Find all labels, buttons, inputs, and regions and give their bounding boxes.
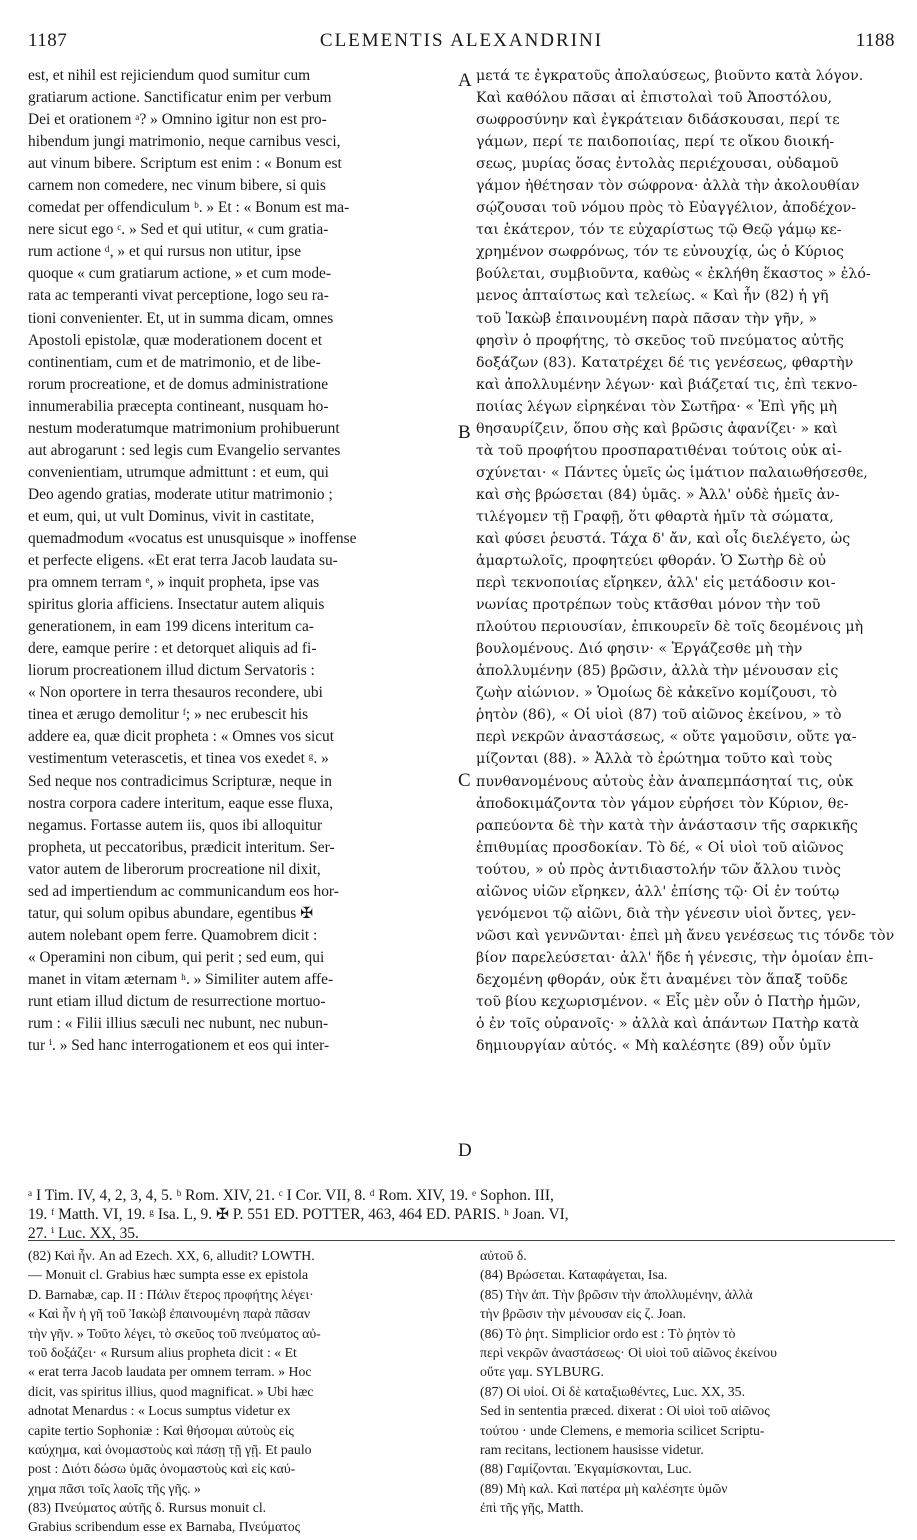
latin-text-line: est, et nihil est rejiciendum quod sumitur cum — [28, 67, 311, 84]
latin-text-line: rum : « Filii illius sæculi nec nubunt, nec nubun- — [28, 1015, 329, 1033]
latin-text-line: aut abrogarunt : sed legis cum Evangelio servantes — [28, 441, 341, 459]
latin-text-line: innumerabilia præcepta contineant, nusquam ho- — [28, 397, 329, 415]
latin-text-line: negamus. Fortasse autem iis, quos ibi alloquitur — [28, 816, 323, 834]
footnote-line: (88) Γαμίζονται. Ἐκγαμίσκονται, Luc. — [480, 1461, 692, 1477]
latin-text-line: rata ac temperanti vivat perceptione, logo seu ra- — [28, 287, 329, 305]
greek-text-line: σχύνεται· « Πάντες ὑμεῖς ὡς ἱμάτιον παλαιωθήσεσθε, — [476, 464, 868, 481]
footnote-line: οὔτε γαμ. SYLBURG. — [480, 1364, 604, 1380]
greek-text-line: σεως, μυρίας ὅσας ἐντολὰς περιέχουσαι, οὐδαμοῦ — [476, 156, 839, 173]
latin-text-line: generationem, in eam 199 dicens interitum ca- — [28, 618, 314, 636]
footnote-line: capite tertio Sophoniæ : Καὶ θήσομαι αὐτοὺς εἰς — [28, 1422, 294, 1438]
greek-text-line: βίον παρελεύσεται· ἀλλ' ἥδε ἡ γένεσις, τὴν ὁμοίαν ἐπι- — [476, 949, 874, 966]
greek-text-line: βούλεται, συμβιοῦντα, καθὼς « ἐκλήθη ἕκαστος » ἐλό- — [476, 266, 871, 283]
footnote-line: Sed in sententia præced. dixerat : Οἱ υἱοὶ τοῦ αἰῶνος — [480, 1403, 770, 1419]
greek-text-line: δημιουργίαν αὐτός. « Μὴ καλέσητε (89) οὖν ὑμῖν — [476, 1038, 832, 1055]
latin-text-line: hibendum jungi matrimonio, neque carnibus vesci, — [28, 133, 341, 151]
greek-column — [476, 65, 894, 1057]
reference-line: 19. ᶠ Matth. VI, 19. ᵍ Isa. L, 9. ✠ P. 551 ED. POTTER, 463, 464 ED. PARIS. ʰ Joan. VI, — [28, 1206, 569, 1223]
footnote-line: « Καὶ ἦν ἡ γῆ τοῦ Ἰακὼβ ἐπαινουμένη παρὰ πᾶσαν — [28, 1306, 311, 1322]
latin-text-line: gratiarum actione. Sanctificatur enim per verbum — [28, 89, 332, 107]
greek-text-line: ραπεύοντα δὲ τὴν κατὰ τὴν ἀνάστασιν τῆς σαρκικῆς — [476, 817, 858, 834]
footnote-line: ram recitans, lectionem hausisse videtur. — [480, 1441, 704, 1457]
footnote-line: « erat terra Jacob laudata per omnem terram. » Hoc — [28, 1364, 312, 1380]
greek-text-line: ἁμαρτωλοῖς, προφητεύει φθοράν. Ὁ Σωτὴρ δὲ οὐ — [476, 553, 827, 570]
footnote-line: (87) Οἱ υἱοί. Οἱ δὲ καταξιωθέντες, Luc. XX, 35. — [480, 1383, 746, 1399]
greek-text-line: καὶ ἀπολλυμένην λέγων· καὶ βιάζεταί τις, ἐπὶ τεκνο- — [476, 376, 858, 393]
footnote-line: αὐτοῦ δ. — [480, 1248, 527, 1263]
latin-text-line: nostra corpora cadere interitum, eaque esse fluxa, — [28, 794, 334, 812]
latin-text-line: vator autem de liberorum procreatione nil dixit, — [28, 860, 321, 878]
greek-text-line: θησαυρίζειν, ὅπου σὴς καὶ βρῶσις ἀφανίζει· » καὶ — [476, 420, 838, 437]
footnote-line: (82) Καὶ ἦν. An ad Ezech. XX, 6, alludit? LOWTH. — [28, 1248, 315, 1263]
greek-text-line: χρημένον σωφρόνως, τόν τε εὐνουχίᾳ, ὡς ὁ Κύριος — [476, 244, 844, 261]
footnote-line: (89) Μὴ καλ. Καὶ πατέρα μὴ καλέσητε ὑμῶν — [480, 1480, 728, 1496]
greek-text-line: τιλέγομεν τῇ Γραφῇ, ὅτι φθαρτὰ ἡμῖν τὰ σώματα, — [476, 508, 834, 525]
footnote-line: dicit, vas spiritus illius, quod magnificat. » Ubi hæc — [28, 1383, 314, 1399]
greek-text-line: περὶ νεκρῶν ἀναστάσεως, « οὔτε γαμοῦσιν, οὔτε γα- — [476, 729, 857, 746]
latin-text-line: manet in vitam æternam ʰ. » Similiter autem affe- — [28, 970, 334, 988]
footnote-line: adnotat Menardus : « Locus sumptus videtur ex — [28, 1403, 291, 1419]
latin-text-line: rum actione ᵈ, » et qui rursus non utitur, ipse — [28, 243, 302, 261]
greek-text-line: πλούτου περιουσίαν, ἐπικουρεῖν δὲ τοῖς δεομένοις μὴ — [476, 619, 864, 636]
greek-text-line: καὶ φύσει ῥευστά. Τάχα δ' ἄν, καὶ οἷς διελέγετο, ὡς — [476, 530, 851, 547]
latin-text-line: tinea et ærugo demolitur ᶠ; » nec erubescit his — [28, 706, 309, 724]
footnote-line: (86) Τὸ ῥητ. Simplicior ordo est : Τὸ ῥητὸν τὸ — [480, 1325, 736, 1341]
greek-text-line: ἀπολλυμένην (85) βρῶσιν, ἀλλὰ τὴν μένουσαν εἰς — [476, 663, 839, 680]
footnote-divider — [28, 1240, 895, 1241]
latin-text-line: liorum procreationem illud dictum Servatoris : — [28, 662, 315, 680]
greek-text-line: τοῦ Ἰακὼβ ἐπαινουμένη παρὰ πᾶσαν τὴν γῆν, » — [476, 310, 818, 327]
greek-text-line: ζωὴν αἰώνιον. » Ὁμοίως δὲ κἀκεῖνο κομίζουσι, τὸ — [476, 685, 837, 702]
greek-text-line: δεχομένη φθοράν, οὐκ ἔτι ἀναμένει τὸν ἅπαξ τοῦδε — [476, 971, 848, 988]
footnote-line: χημα πᾶσι τοῖς λαοῖς τῆς γῆς. » — [28, 1480, 201, 1496]
footnotes-left — [28, 1246, 458, 1537]
latin-text-line: Dei et orationem ᵃ? » Omnino igitur non est pro- — [28, 111, 327, 129]
latin-text-line: nere sicut ego ᶜ. » Sed et qui utitur, « cum gratia- — [28, 221, 329, 239]
greek-text-line: μενος ἀπταίστως καὶ τελείως. « Καὶ ἦν (82) ἡ γῆ — [476, 288, 829, 305]
latin-text-line: spiritus gloria afficiens. Insectatur autem aliquis — [28, 596, 325, 614]
greek-text-line: περὶ τεκνοποιίας εἴρηκεν, ἀλλ' εἰς μετάδοσιν κοι- — [476, 575, 836, 592]
footnote-line: τὴν βρῶσιν τὴν μένουσαν εἰς ζ. Joan. — [480, 1306, 686, 1322]
greek-text-line: ῥητὸν (86), « Οἱ υἱοὶ (87) τοῦ αἰῶνος ἐκείνου, » τὸ — [476, 707, 842, 724]
latin-text-line: « Operamini non cibum, qui perit ; sed eum, qui — [28, 948, 325, 966]
section-marker-d: D — [458, 1140, 472, 1161]
greek-text-line: ποιίας λέγων εἰρηκέναι τὸν Σωτῆρα· « Ἐπὶ γῆς μὴ — [476, 398, 838, 415]
greek-text-line: τοῦ βίου κεχωρισμένον. « Εἷς μὲν οὖν ὁ Πατὴρ ἡμῶν, — [476, 993, 861, 1010]
footnote-line: ἐπὶ τῆς γῆς, Matth. — [480, 1500, 584, 1516]
latin-text-line: autem nolebant opem ferre. Quamobrem dicit : — [28, 926, 318, 944]
footnote-line: post : Διότι δώσω ὑμᾶς ὀνομαστοὺς καὶ εἰς καύ- — [28, 1461, 296, 1477]
latin-text-line: dere, eamque perire : et detorquet aliquis ad fi- — [28, 640, 317, 658]
greek-text-line: γάμων, περί τε παιδοποιίας, περί τε οἴκου διοική- — [476, 134, 835, 151]
running-header — [28, 30, 895, 58]
latin-text-line: vestimentum veterascetis, et tinea vos exedet ᵍ. » — [28, 750, 329, 768]
greek-text-line: μίζονται (88). » Ἀλλὰ τὸ ἐρώτημα τοῦτο καὶ τοὺς — [476, 751, 833, 768]
reference-line: 27. ⁱ Luc. XX, 35. — [28, 1225, 139, 1242]
latin-text-line: addere ea, quæ dicit propheta : « Omnes vos sicut — [28, 728, 335, 746]
greek-text-line: δοξάζων (83). Κατατρέχει δέ τις γενέσεως, φθαρτὴν — [476, 354, 854, 371]
latin-text-line: quemadmodum «vocatus est unusquisque » inoffense — [28, 529, 357, 547]
greek-text-line: φησὶν ὁ προφήτης, τὸ σκεῦος τοῦ πνεύματος αὐτῆς — [476, 332, 844, 349]
latin-text-line: tur ⁱ. » Sed hanc interrogationem et eos qui inter- — [28, 1037, 330, 1055]
footnote-line: καύχημα, καὶ ὀνομαστοὺς καὶ πάσῃ τῇ γῇ. Et paulo — [28, 1441, 312, 1457]
greek-text-line: τὰ τοῦ προφήτου προσπαρατιθέναι τούτοις οὐκ αἰ- — [476, 442, 842, 459]
reference-line: ᵃ I Tim. IV, 4, 2, 3, 4, 5. ᵇ Rom. XIV, 21. ᶜ I Cor. VII, 8. ᵈ Rom. XIV, 19. ᵉ Sophon. III, — [28, 1187, 554, 1204]
latin-text-line: Sed neque nos contradicimus Scripturæ, neque in — [28, 772, 332, 790]
footnotes-right — [480, 1246, 894, 1517]
latin-text-line: et eum, qui, ut vult Dominus, vivit in castitate, — [28, 507, 315, 525]
latin-text-line: sed ad impertiendum ac communicandum eos hor- — [28, 882, 339, 900]
latin-text-line: aut vinum bibere. Scriptum est enim : « Bonum est — [28, 155, 342, 173]
latin-text-line: nestum moderatumque matrimonium prohibuerunt — [28, 419, 340, 437]
greek-text-line: ἐπιθυμίας προσδοκίαν. Τὸ δέ, « Οἱ υἱοὶ τοῦ αἰῶνος — [476, 839, 844, 856]
section-marker-b: B — [458, 422, 471, 443]
footnote-line: τοῦ δοξάζει· « Rursum alius propheta dicit : « Et — [28, 1344, 297, 1360]
latin-text-line: « Non oportere in terra thesauros recondere, ubi — [28, 684, 323, 702]
greek-text-line: καὶ σὴς βρώσεται (84) ὑμᾶς. » Ἀλλ' οὐδὲ ἡμεῖς ἀν- — [476, 486, 840, 503]
greek-text-line: βουλομένους. Διό φησιν· « Ἐργάζεσθε μὴ τὴν — [476, 641, 803, 658]
greek-text-line: πυνθανομένους αὐτοὺς ἐὰν ἀναπεμπάσηταί τις, οὐκ — [476, 773, 854, 790]
footnote-line: Grabius scribendum esse ex Barnaba, Πνεύματος — [28, 1519, 301, 1535]
greek-text-line: μετά τε ἐγκρατοῦς ἀπολαύσεως, βιοῦντο κατὰ λόγον. — [476, 68, 864, 84]
greek-text-line: σωφροσύνην καὶ ἐγκράτειαν διδάσκουσαι, περί τε — [476, 112, 840, 129]
latin-text-line: runt etiam illud dictum de resurrectione mortuo- — [28, 992, 326, 1010]
latin-text-line: Deo agendo gratias, moderate utitur matrimonio ; — [28, 485, 333, 503]
latin-text-line: convenientiam, utrumque admittunt : et eum, qui — [28, 463, 329, 481]
footnote-line: τὴν γῆν. » Τοῦτο λέγει, τὸ σκεῦος τοῦ πνεύματος αὐ- — [28, 1325, 321, 1341]
greek-text-line: αἰῶνος υἱῶν εἴρηκεν, ἀλλ' ἐπίσης τῷ· Οἱ ἐν τούτῳ — [476, 883, 840, 900]
page-number-left: 1187 — [28, 30, 68, 51]
greek-text-line: Καὶ καθόλου πᾶσαι αἱ ἐπιστολαὶ τοῦ Ἀποστόλου, — [476, 90, 832, 107]
latin-text-line: quoque « cum gratiarum actione, » et cum mode- — [28, 265, 332, 283]
footnote-line: — Monuit cl. Grabius hæc sumpta esse ex epistola — [28, 1267, 309, 1283]
greek-text-line: ὁ ἐν τοῖς οὐρανοῖς· » ἀλλὰ καὶ ἁπάντων Πατὴρ κατὰ — [476, 1016, 860, 1033]
greek-text-line: νωνίας προτρέπων τοὺς κτᾶσθαι μόνον τὴν τοῦ — [476, 597, 821, 614]
footnote-line: (84) Βρώσεται. Καταφάγεται, Isa. — [480, 1267, 668, 1283]
footnote-line: (83) Πνεύματος αὐτῆς δ. Rursus monuit cl. — [28, 1500, 267, 1516]
footnote-line: (85) Τὴν ἀπ. Τὴν βρῶσιν τὴν ἀπολλυμένην, ἀλλὰ — [480, 1286, 753, 1302]
page-number-right: 1188 — [855, 30, 895, 51]
latin-text-line: comedat per offendiculum ᵇ. » Et : « Bonum est ma- — [28, 199, 350, 217]
running-title: CLEMENTIS ALEXANDRINI — [319, 30, 604, 51]
latin-text-line: tioni convenienter. Et, ut in summa dicam, omnes — [28, 309, 334, 327]
section-marker-c: C — [458, 770, 471, 791]
greek-text-line: γενόμενοι τῷ αἰῶνι, διὰ τὴν γένεσιν υἱοὶ ὄντες, γεν- — [476, 905, 856, 922]
greek-text-line: ται ἑκάτερον, τόν τε εὐχαρίστως τῷ Θεῷ γάμῳ κε- — [476, 222, 842, 239]
footnote-line: περὶ νεκρῶν ἀναστάσεως· Οἱ υἱοὶ τοῦ αἰῶνος ἐκείνου — [480, 1344, 777, 1360]
greek-text-line: γάμον ἠθέτησαν τὸν σώφρονα· ἀλλὰ τὴν ἀκολουθίαν — [476, 178, 860, 195]
greek-text-line: ἀποδοκιμάζοντα τὸν γάμον εὑρήσει τὸν Κύριον, θε- — [476, 795, 849, 812]
latin-text-line: carnem non comedere, nec vinum bibere, si quis — [28, 177, 326, 195]
latin-text-line: propheta, ut peccatoribus, prædicit interitum. Ser- — [28, 838, 335, 856]
section-marker-a: A — [458, 70, 472, 91]
greek-text-line: νῶσι καὶ γεννῶνται· ἐπεὶ μὴ ἄνευ γενέσεως τις τόνδε τὸν — [476, 927, 894, 944]
footnote-line: D. Barnabæ, cap. II : Πάλιν ἕτερος προφήτης λέγει· — [28, 1286, 314, 1302]
latin-text-line: pra omnem terram ᵉ, » inquit propheta, ipse vas — [28, 574, 320, 592]
latin-text-line: continentiam, cum et de matrimonio, et de libe- — [28, 353, 321, 371]
latin-column — [28, 65, 458, 1057]
footnote-line: τούτου · unde Clemens, e memoria scilicet Scriptu- — [480, 1422, 765, 1438]
latin-text-line: Apostoli epistolæ, quæ moderationem docent et — [28, 331, 323, 349]
scripture-references — [28, 1186, 895, 1243]
greek-text-line: τούτου, » οὐ πρὸς ἀντιδιαστολήν τῶν ἄλλου τινὸς — [476, 861, 841, 878]
greek-text-line: σῴζουσαι τοῦ νόμου πρὸς τὸ Εὐαγγέλιον, ἀποδέχον- — [476, 200, 857, 217]
latin-text-line: et perfecte eligens. «Et erat terra Jacob laudata su- — [28, 552, 338, 570]
latin-text-line: tatur, qui solum opibus abundare, egentibus ✠ — [28, 904, 313, 922]
latin-text-line: rorum procreatione, et de domus administratione — [28, 375, 329, 393]
